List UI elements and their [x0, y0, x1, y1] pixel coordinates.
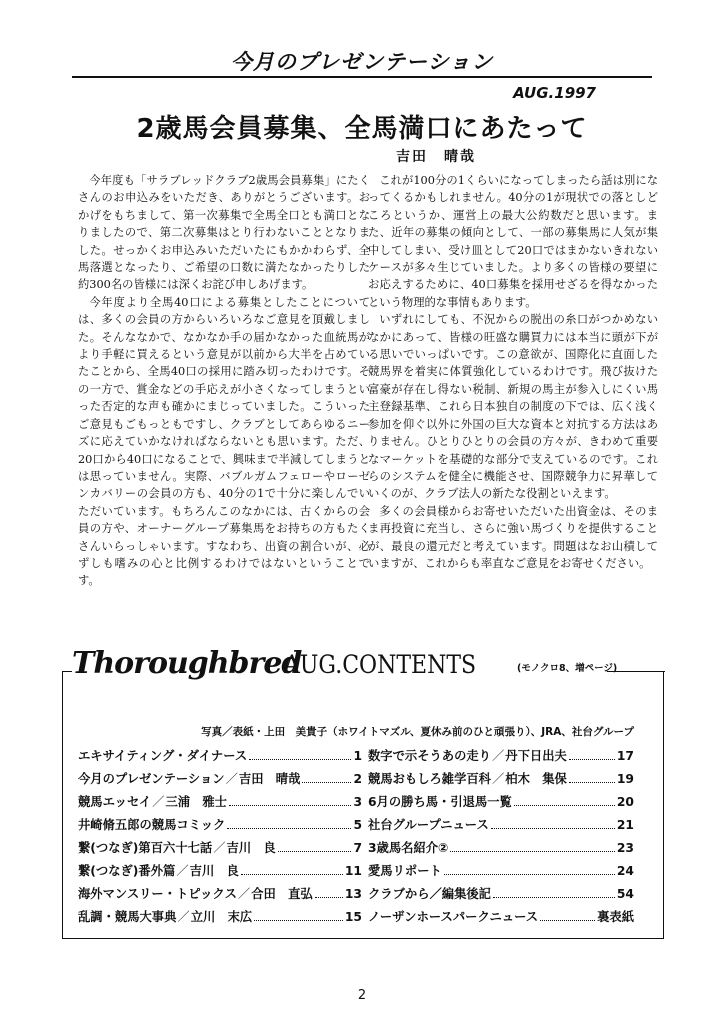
- toc-leader-dots: [491, 828, 615, 829]
- toc-item-title: 競馬エッセイ: [78, 795, 152, 809]
- toc-item-page: 11: [344, 864, 362, 878]
- toc-leader-dots: [315, 897, 343, 898]
- toc-item-page: 19: [616, 772, 634, 786]
- toc-item-page: 3: [353, 795, 362, 809]
- header-rule-right: [607, 671, 665, 672]
- section-rule: [72, 76, 652, 78]
- toc-item: [78, 884, 362, 907]
- toc-item-title: 6月の勝ち馬・引退馬一覧: [368, 795, 512, 809]
- toc-leader-dots: [493, 897, 615, 898]
- toc-column-right: [368, 746, 634, 930]
- toc-item-page: 1: [353, 749, 362, 763]
- toc-item: [368, 792, 634, 815]
- toc-leader-dots: [569, 759, 615, 760]
- header-rule-left: [62, 671, 72, 672]
- toc-leader-dots: [514, 805, 615, 806]
- toc-item-title: 数字で示そうあの走り: [368, 749, 491, 763]
- toc-item-author: 合田 直弘: [251, 887, 313, 901]
- toc-item: [78, 838, 362, 861]
- toc-item-page: 17: [616, 749, 634, 763]
- toc-item-title: 乱調・競馬大事典: [78, 910, 177, 924]
- toc-item-title: クラブから／編集後記: [368, 887, 491, 901]
- toc-separator: ／: [225, 772, 238, 786]
- toc-item-title: 繋(つなぎ)番外篇: [78, 864, 176, 878]
- toc-leader-dots: [278, 851, 352, 852]
- toc-leader-dots: [249, 759, 351, 760]
- toc-separator: ／: [213, 841, 226, 855]
- toc-item: [368, 815, 634, 838]
- article-column-left: [78, 172, 370, 617]
- toc-item-title: 愛馬リポート: [368, 864, 442, 878]
- toc-leader-dots: [540, 920, 595, 921]
- toc-separator: ／: [491, 749, 505, 763]
- toc-item: [78, 746, 362, 769]
- toc-item: [78, 792, 362, 815]
- article-headline: 2歳馬会員募集、全馬満口にあたって: [136, 114, 588, 144]
- page-number: 2: [357, 988, 367, 1003]
- article-author: 吉田 晴哉: [396, 149, 476, 165]
- toc-item-page: 13: [344, 887, 362, 901]
- toc-item: [368, 884, 634, 907]
- brand-logo: Thoroughbred: [72, 646, 302, 681]
- toc-item-author: 柏木 集保: [505, 772, 567, 786]
- toc-separator: ／: [152, 795, 165, 809]
- toc-item: [78, 907, 362, 930]
- article-paragraph: 今年度も「サラブレッドクラブ2歳馬会員募集」にたくさんのお申込みをいただき、ありがとうございます。おかげをもちまして、第一次募集で全馬全口とも満口となりましたので、第二次募集はとり行わないこととなりました。せっかくお申込みいただいたにもかかわらず、全馬落選となったり、ご希望の口数に満たなかったりした約300名の皆様には深くお詫び申しあげます。: [78, 174, 370, 292]
- toc-item-author: 丹下日出夫: [505, 749, 567, 763]
- toc-item-page: 20: [616, 795, 634, 809]
- toc-item-title: エキサイティング・ダイナース: [78, 749, 248, 763]
- toc-item: [368, 861, 634, 884]
- article-paragraph: いずれにしても、不況からの脱出の糸口がつかめないなかにあって、皆様の旺盛な購買力には本当に頭が下がる思いでいっぱいです。この意欲が、国際化に直面した競馬界を着実に体質強化しているわけです。飛び抜けた富豪が存在し得ない税制、新規の馬主が参入しにくい馬主登録基準、これら日本独自の制度の下では、広く浅く参加を仰ぐ以外に外国の巨大な資本と対抗する方法はありません。ひとりひとりの会員の方々が、きわめて重要なマーケットを基礎的な部分で支えているのです。これらのシステムを健全に機能させ、国際競争力に昇華していくのが、クラブ法人の新たな役割といえます。: [368, 313, 658, 501]
- toc-item-title: ノーザンホースパークニュース: [368, 910, 539, 924]
- toc-leader-dots: [229, 805, 351, 806]
- toc-item-title: 井崎脩五郎の競馬コミック: [78, 818, 226, 832]
- toc-item-page: 5: [353, 818, 362, 832]
- toc-item-page: 15: [344, 910, 362, 924]
- toc-item: [368, 746, 634, 769]
- toc-leader-dots: [254, 920, 343, 921]
- toc-item-page: 2: [353, 772, 362, 786]
- toc-item-author: 三浦 雅士: [165, 795, 227, 809]
- toc-item-page: 7: [353, 841, 362, 855]
- toc-item-page: 裏表紙: [597, 910, 634, 924]
- contents-header: [62, 640, 666, 680]
- article-column-right: [368, 172, 658, 617]
- toc-separator: ／: [491, 772, 505, 786]
- toc-column-left: [78, 746, 362, 930]
- toc-leader-dots: [569, 782, 615, 783]
- toc-leader-dots: [450, 851, 614, 852]
- contents-note: (モノクロ8、増ページ): [517, 663, 618, 674]
- toc-item: [78, 769, 362, 792]
- toc-item-title: 今月のプレゼンテーション: [78, 772, 225, 786]
- toc-item: [78, 815, 362, 838]
- issue-date: AUG.1997: [513, 84, 596, 102]
- toc-leader-dots: [241, 874, 343, 875]
- toc-item-title: 競馬おもしろ雑学百科: [368, 772, 491, 786]
- toc-leader-dots: [444, 874, 615, 875]
- toc-item-page: 21: [616, 818, 634, 832]
- toc-leader-dots: [227, 828, 351, 829]
- toc-item-title: 社台グループニュース: [368, 818, 489, 832]
- article-paragraph: これが100分の1くらいになってしまったら話は別になってくるかもしれません。40分の1が現状での落としどころというか、運営上の最大公約数だと思います。また、近年の募集の傾向として、一部の募集馬に人気が集中してしまい、受け皿として20口ではまかないきれないケースが多々生じていました。より多くの皆様の要望にお応えするために、40口募集を採用せざるを得なかったという物理的な事情もあります。: [368, 174, 658, 309]
- toc-item-title: 繋(つなぎ)第百六十七話: [78, 841, 213, 855]
- toc-item-title: 3歳馬名紹介②: [368, 841, 449, 855]
- toc-leader-dots: [302, 782, 351, 783]
- photo-credits: 写真／表紙・上田 美貴子（ホワイトマズル、夏休み前のひと頑張り）、JRA、社台グループ: [201, 726, 634, 738]
- toc-item-author: 吉田 晴哉: [238, 772, 301, 786]
- toc-separator: ／: [237, 887, 251, 901]
- toc-item-author: 吉川 良: [226, 841, 276, 855]
- section-title: 今月のプレゼンテーション: [230, 50, 494, 74]
- toc-item-title: 海外マンスリー・トピックス: [78, 887, 237, 901]
- toc-item: [78, 861, 362, 884]
- toc-item: [368, 769, 634, 792]
- toc-item: [368, 907, 634, 930]
- toc-item-page: 23: [616, 841, 634, 855]
- toc-separator: ／: [176, 864, 189, 878]
- toc-item-page: 24: [616, 864, 634, 878]
- contents-title: AUG.CONTENTS: [284, 650, 477, 679]
- toc-item: [368, 838, 634, 861]
- toc-item-author: 吉川 良: [189, 864, 239, 878]
- toc-item-page: 54: [616, 887, 634, 901]
- article-paragraph: 今年度より全馬40口による募集としたことについては、多くの会員の方からいろいろなご意見を頂戴しました。そんななかで、なかなか手の届かなかった血統馬がより手軽に買えるという意見が以前から大半を占めていたことから、全馬40口の採用に踏み切ったわけです。その一方で、賞金などの手応えが小さくなってしまうといった否定的な声も確かにまじっていました。こういったご意見もごもっともですし、クラブとしてあらゆるニーズに応えていかなければならないとも思います。ただ、20口から40口になることで、興味まで半減してしまうとは思っていません。実際、バブルガムフェローやローゼンカバリーの会員の方も、40分の1で十分に楽しんでいただいています。もちろんこのなかには、古くからの会員の方や、オーナーグループ募集馬をお持ちの方もたくさんいらっしゃいます。すなわち、出資の割合いが、必ずしも嗜みの心と比例するわけではないということです。: [78, 295, 370, 588]
- article-paragraph: 多くの会員様からお寄せいただいた出資金は、そのまま再投資に充当し、さらに強い馬づくりを提供することが、最良の還元だと考えています。問題はなお山積していますが、これからも率直なご意見をお寄せください。: [368, 504, 658, 570]
- toc-item-author: 立川 末広: [190, 910, 253, 924]
- toc-separator: ／: [177, 910, 190, 924]
